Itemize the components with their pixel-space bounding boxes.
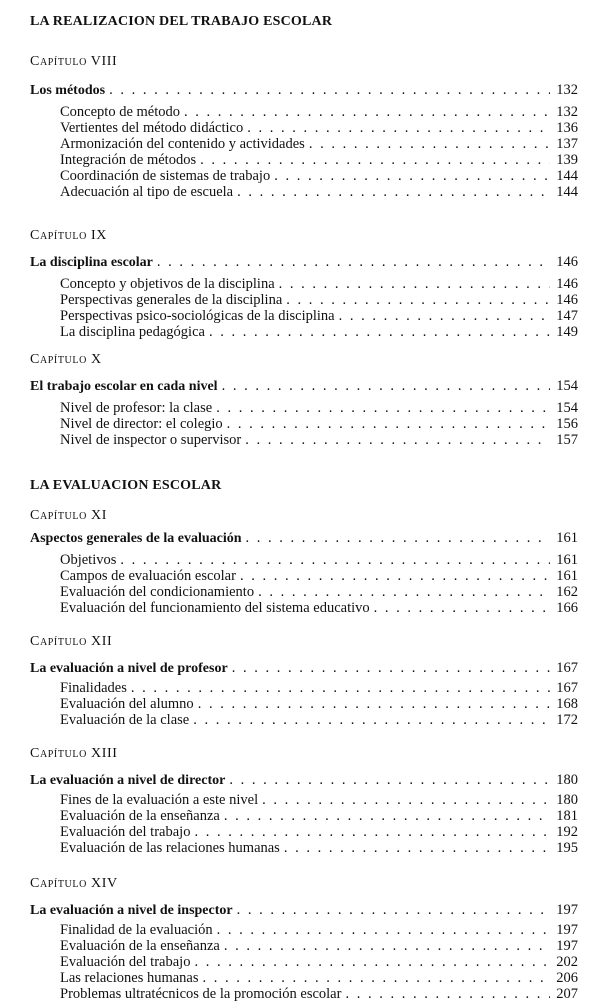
page-number: 166 (556, 600, 578, 616)
chapter-entry (30, 772, 578, 788)
page-number: 192 (556, 824, 578, 840)
entry-title: La disciplina pedagógica (60, 324, 205, 340)
section-entry (60, 432, 578, 448)
dot-leader (232, 660, 550, 676)
dot-leader (109, 82, 550, 98)
page-number: 146 (556, 254, 578, 270)
entry-title: Adecuación al tipo de escuela (60, 184, 234, 200)
section-entry (60, 922, 578, 938)
entry-title: Concepto y objetivos de la disciplina (60, 276, 275, 292)
entry-title: La evaluación a nivel de profesor (30, 661, 228, 676)
entry-title: Perspectivas psico-sociológicas de la disciplina (60, 308, 335, 324)
chapter-entry (30, 902, 578, 918)
section-entry (60, 600, 578, 616)
dot-leader (262, 792, 550, 808)
page-number: 149 (556, 324, 578, 340)
dot-leader (222, 378, 550, 394)
section-entry (60, 938, 578, 954)
section-entry (60, 184, 578, 200)
chapter-label: Capítulo VIII (30, 54, 118, 69)
page-number: 168 (556, 696, 578, 712)
chapter-entry (30, 378, 578, 394)
dot-leader (284, 840, 550, 856)
chapter-entry (30, 530, 578, 546)
dot-leader (194, 824, 550, 840)
dot-leader (274, 168, 550, 184)
section-entry (60, 120, 578, 136)
entry-title: Armonización del contenido y actividades (60, 136, 305, 152)
entry-title: Vertientes del método didáctico (60, 120, 244, 136)
dot-leader (200, 152, 550, 168)
entry-title: Evaluación de la clase (60, 712, 190, 728)
dot-leader (258, 584, 550, 600)
entry-title: Evaluación del funcionamiento del sistema educativo (60, 600, 370, 616)
entry-title: La evaluación a nivel de inspector (30, 903, 233, 918)
entry-title: Nivel de director: el colegio (60, 416, 223, 432)
dot-leader (240, 568, 550, 584)
page-number: 206 (556, 970, 578, 986)
page-number: 197 (556, 922, 578, 938)
part-heading: LA EVALUACION ESCOLAR (30, 478, 222, 493)
dot-leader (194, 954, 550, 970)
page-number: 144 (556, 168, 578, 184)
entry-title: Evaluación del condicionamiento (60, 584, 255, 600)
section-entry (60, 712, 578, 728)
chapter-label: Capítulo IX (30, 228, 107, 243)
page-number: 181 (556, 808, 578, 824)
page-number: 147 (556, 308, 578, 324)
page-number: 197 (556, 938, 578, 954)
entry-title: Campos de evaluación escolar (60, 568, 236, 584)
section-entry (60, 416, 578, 432)
page-number: 167 (556, 680, 578, 696)
entry-title: Los métodos (30, 83, 106, 98)
entry-title: Concepto de método (60, 104, 181, 120)
dot-leader (216, 400, 550, 416)
section-entry (60, 168, 578, 184)
dot-leader (120, 552, 550, 568)
entry-title: Evaluación de la enseñanza (60, 938, 220, 954)
dot-leader (224, 808, 550, 824)
dot-leader (184, 104, 550, 120)
section-entry (60, 696, 578, 712)
dot-leader (217, 922, 550, 938)
dot-leader (237, 902, 550, 918)
dot-leader (193, 712, 550, 728)
chapter-entry (30, 660, 578, 676)
page-number: 195 (556, 840, 578, 856)
entry-title: Aspectos generales de la evaluación (30, 531, 242, 546)
page-number: 197 (556, 902, 578, 918)
page-number: 146 (556, 292, 578, 308)
section-entry (60, 840, 578, 856)
page-number: 136 (556, 120, 578, 136)
entry-title: Finalidad de la evaluación (60, 922, 213, 938)
dot-leader (224, 938, 550, 954)
dot-leader (339, 308, 550, 324)
dot-leader (374, 600, 550, 616)
section-entry (60, 292, 578, 308)
dot-leader (237, 184, 550, 200)
page-number: 132 (556, 82, 578, 98)
dot-leader (198, 696, 550, 712)
page-number: 157 (556, 432, 578, 448)
dot-leader (209, 324, 550, 340)
entry-title: Nivel de inspector o supervisor (60, 432, 242, 448)
page-number: 146 (556, 276, 578, 292)
section-entry (60, 324, 578, 340)
section-entry (60, 552, 578, 568)
dot-leader (245, 432, 550, 448)
dot-leader (131, 680, 550, 696)
dot-leader (157, 254, 550, 270)
page-number: 202 (556, 954, 578, 970)
entry-title: Problemas ultratécnicos de la promoción escolar (60, 986, 342, 1002)
page-number: 161 (556, 568, 578, 584)
dot-leader (246, 530, 550, 546)
section-entry (60, 400, 578, 416)
section-entry (60, 680, 578, 696)
entry-title: Nivel de profesor: la clase (60, 400, 213, 416)
page-number: 137 (556, 136, 578, 152)
page-number: 156 (556, 416, 578, 432)
entry-title: El trabajo escolar en cada nivel (30, 379, 218, 394)
entry-title: Objetivos (60, 552, 117, 568)
section-entry (60, 308, 578, 324)
section-entry (60, 584, 578, 600)
chapter-label: Capítulo XII (30, 634, 113, 649)
page-number: 167 (556, 660, 578, 676)
section-entry (60, 808, 578, 824)
chapter-label: Capítulo X (30, 352, 102, 367)
dot-leader (247, 120, 550, 136)
section-entry (60, 970, 578, 986)
section-entry (60, 954, 578, 970)
section-entry (60, 152, 578, 168)
chapter-label: Capítulo XIII (30, 746, 118, 761)
entry-title: Evaluación del trabajo (60, 954, 191, 970)
entry-title: La disciplina escolar (30, 255, 153, 270)
dot-leader (286, 292, 550, 308)
entry-title: Perspectivas generales de la disciplina (60, 292, 283, 308)
page-number: 161 (556, 530, 578, 546)
part-heading: LA REALIZACION DEL TRABAJO ESCOLAR (30, 14, 333, 29)
entry-title: Integración de métodos (60, 152, 197, 168)
section-entry (60, 136, 578, 152)
dot-leader (345, 986, 550, 1002)
page-number: 180 (556, 772, 578, 788)
entry-title: Evaluación de la enseñanza (60, 808, 220, 824)
page-number: 139 (556, 152, 578, 168)
section-entry (60, 792, 578, 808)
page-number: 154 (556, 378, 578, 394)
page-number: 144 (556, 184, 578, 200)
entry-title: Evaluación del trabajo (60, 824, 191, 840)
dot-leader (309, 136, 550, 152)
entry-title: Coordinación de sistemas de trabajo (60, 168, 271, 184)
page-number: 161 (556, 552, 578, 568)
section-entry (60, 568, 578, 584)
dot-leader (279, 276, 550, 292)
page-number: 132 (556, 104, 578, 120)
section-entry (60, 104, 578, 120)
page-number: 162 (556, 584, 578, 600)
chapter-entry (30, 254, 578, 270)
entry-title: Evaluación del alumno (60, 696, 194, 712)
dot-leader (229, 772, 550, 788)
entry-title: Fines de la evaluación a este nivel (60, 792, 259, 808)
section-entry (60, 824, 578, 840)
section-entry (60, 276, 578, 292)
chapter-label: Capítulo XI (30, 508, 107, 523)
page-number: 180 (556, 792, 578, 808)
entry-title: Las relaciones humanas (60, 970, 199, 986)
entry-title: Finalidades (60, 680, 127, 696)
page-number: 172 (556, 712, 578, 728)
page-number: 154 (556, 400, 578, 416)
chapter-label: Capítulo XIV (30, 876, 118, 891)
page-number: 207 (556, 986, 578, 1002)
section-entry (60, 986, 578, 1002)
dot-leader (227, 416, 550, 432)
entry-title: La evaluación a nivel de director (30, 773, 226, 788)
dot-leader (203, 970, 550, 986)
entry-title: Evaluación de las relaciones humanas (60, 840, 280, 856)
chapter-entry (30, 82, 578, 98)
